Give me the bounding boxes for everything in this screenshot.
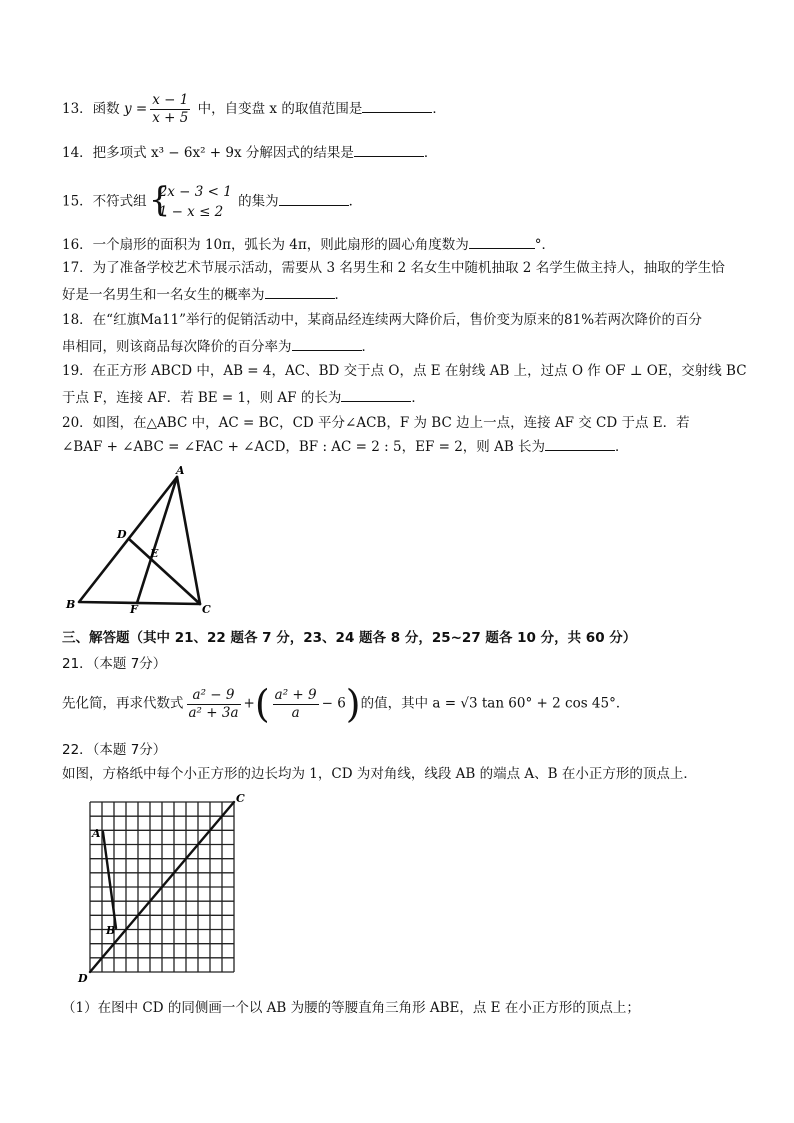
question-18-line-1: 18．在“红旗Ma11”举行的促销活动中，某商品经连续两大降价后，售价变为原来的81%若两次降价的百分 — [62, 312, 703, 328]
label-a: A — [92, 827, 101, 840]
question-20-line-2: ∠BAF + ∠ABC = ∠FAC + ∠ACD，BF : AC = 2 : 5，EF = 2，则 AB 长为 ． — [62, 436, 629, 457]
answer-blank-16[interactable] — [469, 234, 535, 249]
fraction-21-b: $\frac{\text{a² + 9}}{a}$ — [274, 686, 317, 721]
question-19-line-2: 于点 F，连接 AF．若 BE = 1，则 AF 的长为 ． — [62, 387, 425, 408]
fraction-13: $\frac{x - 1}{x + 5}$ — [152, 92, 189, 126]
question-22-header: 22．（本题 7分） — [62, 742, 167, 758]
question-16: 16．一个扇形的面积为 10π，弧长为 4π，则此扇形的圆心角度数为 °． — [62, 234, 555, 255]
inequality-system: { 2x − 3 < 1 1 − x ≤ 2 — [148, 180, 232, 220]
question-17-line-1: 17．为了准备学校艺术节展示活动，需要从 3 名男生和 2 名女生中随机抽取 2 名学生做主持人，抽取的学生恰 — [62, 260, 725, 276]
label-b: B — [106, 924, 116, 937]
answer-blank-14[interactable] — [354, 142, 424, 157]
question-22-text: 如图，方格纸中每个小正方形的边长均为 1，CD 为对角线，线段 AB 的端点 A、B 在小正方形的顶点上． — [62, 766, 697, 782]
question-18-line-2: 串相同，则该商品每次降价的百分率为 ． — [62, 336, 375, 357]
label-d: D — [117, 528, 127, 541]
question-14: 14．把多项式 x³ − 6x² + 9x 分解因式的结果是 ． — [62, 142, 437, 163]
question-22-part-1: （1）在图中 CD 的同侧画一个以 AB 为腰的等腰直角三角形 ABE，点 E 在小正方形的顶点上； — [62, 1000, 640, 1016]
answer-blank-15[interactable] — [279, 191, 349, 206]
answer-blank-19[interactable] — [341, 387, 411, 402]
answer-blank-17[interactable] — [265, 284, 335, 299]
question-17-line-2: 好是一名男生和一名女生的概率为 ． — [62, 284, 348, 305]
label-d: D — [78, 972, 88, 984]
label-c: C — [236, 792, 245, 805]
answer-blank-20[interactable] — [545, 436, 615, 451]
question-19-line-1: 19．在正方形 ABCD 中，AB = 4，AC、BD 交于点 O，点 E 在射线 AB 上，过点 O 作 OF ⊥ OE，交射线 BC — [62, 363, 747, 379]
segment-af — [137, 477, 177, 603]
label-b: B — [66, 598, 76, 611]
question-20-line-1: 20．如图，在△ABC 中，AC = BC，CD 平分∠ACB，F 为 BC 边上一点，连接 AF 交 CD 于点 E．若 — [62, 415, 690, 431]
triangle-figure — [62, 462, 222, 614]
question-15: 15．不符式组 { 2x − 3 < 1 1 − x ≤ 2 的集为 ． — [62, 180, 363, 220]
label-f: F — [130, 603, 138, 614]
question-21-header: 21．（本题 7分） — [62, 656, 167, 672]
answer-blank-18[interactable] — [292, 336, 362, 351]
grid-figure — [76, 792, 246, 984]
answer-blank-13[interactable] — [362, 98, 432, 113]
question-21: 先化简，再求代数式 $\frac{\text{a² − 9}}{\text{a² + 3a}}$ +( $\frac{\text{a² + 9}}{a}$ − 6)的值，其中 a = √3 tan 60° + 2 cos 45°． — [62, 682, 630, 726]
label-e: E — [150, 547, 159, 560]
fraction-21-a: $\frac{\text{a² − 9}}{\text{a² + 3a}}$ — [188, 686, 239, 721]
section-3-heading: 三、解答题（其中 21、22 题各 7 分，23、24 题各 8 分，25~27 题各 10 分，共 60 分） — [62, 630, 637, 646]
label-a: A — [176, 464, 185, 477]
label-c: C — [202, 603, 211, 614]
question-13: 13．函数 y = $\frac{x - 1}{x + 5}$ 中，自变盘 x 的取值范围是 ． — [62, 92, 446, 126]
triangle-abc — [79, 477, 200, 604]
